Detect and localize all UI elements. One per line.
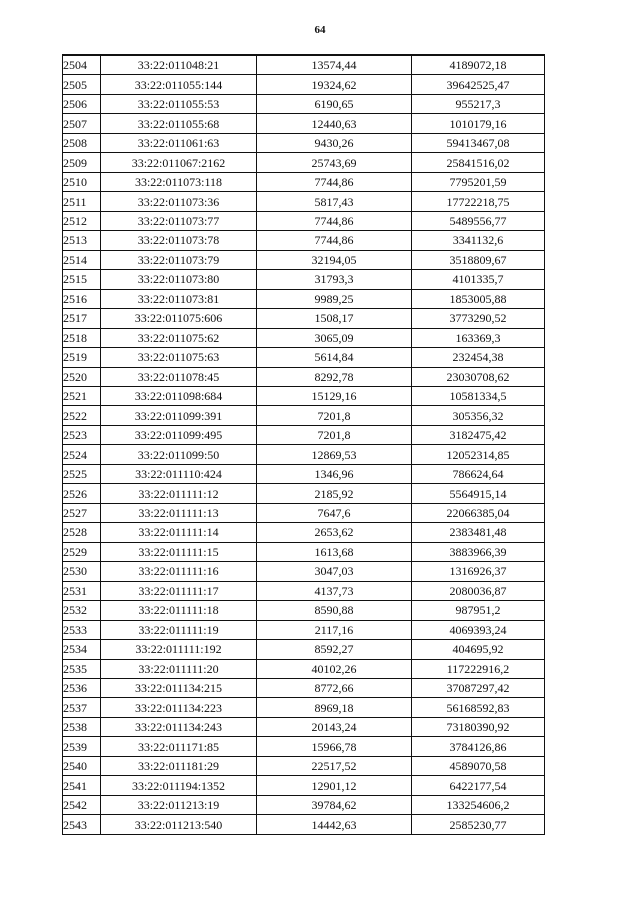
table-row (63, 737, 545, 756)
table-row (63, 133, 545, 152)
row-number-cell: 2518 (63, 328, 101, 347)
cadastral-value-cell: 1316926,37 (412, 562, 545, 581)
area-cell: 22517,52 (257, 756, 412, 775)
area-cell: 13574,44 (257, 55, 412, 75)
row-number-cell: 2510 (63, 172, 101, 191)
cadastral-value-cell: 1853005,88 (412, 289, 545, 308)
table-row (63, 55, 545, 75)
cadastral-number-cell: 33:22:011048:21 (101, 55, 257, 75)
area-cell: 14442,63 (257, 815, 412, 834)
cadastral-number-cell: 33:22:011073:80 (101, 270, 257, 289)
table-row (63, 94, 545, 113)
cadastral-value-cell: 22066385,04 (412, 503, 545, 522)
cadastral-number-cell: 33:22:011067:2162 (101, 153, 257, 172)
cadastral-value-cell: 39642525,47 (412, 75, 545, 94)
table-row (63, 425, 545, 444)
row-number-cell: 2521 (63, 386, 101, 405)
row-number-cell: 2532 (63, 601, 101, 620)
area-cell: 15129,16 (257, 386, 412, 405)
cadastral-number-cell: 33:22:011134:223 (101, 698, 257, 717)
row-number-cell: 2538 (63, 717, 101, 736)
row-number-cell: 2512 (63, 211, 101, 230)
cadastral-value-cell: 786624,64 (412, 464, 545, 483)
area-cell: 31793,3 (257, 270, 412, 289)
cadastral-number-cell: 33:22:011213:540 (101, 815, 257, 834)
cadastral-value-cell: 955217,3 (412, 94, 545, 113)
cadastral-value-cell: 5489556,77 (412, 211, 545, 230)
area-cell: 4137,73 (257, 581, 412, 600)
cadastral-number-cell: 33:22:011111:192 (101, 640, 257, 659)
cadastral-number-cell: 33:22:011055:68 (101, 114, 257, 133)
row-number-cell: 2514 (63, 250, 101, 269)
row-number-cell: 2520 (63, 367, 101, 386)
area-cell: 8590,88 (257, 601, 412, 620)
cadastral-number-cell: 33:22:011111:17 (101, 581, 257, 600)
area-cell: 5614,84 (257, 348, 412, 367)
area-cell: 5817,43 (257, 192, 412, 211)
cadastral-value-cell: 163369,3 (412, 328, 545, 347)
cadastral-number-cell: 33:22:011111:14 (101, 523, 257, 542)
area-cell: 2653,62 (257, 523, 412, 542)
cadastral-number-cell: 33:22:011111:13 (101, 503, 257, 522)
row-number-cell: 2531 (63, 581, 101, 600)
row-number-cell: 2530 (63, 562, 101, 581)
area-cell: 12869,53 (257, 445, 412, 464)
cadastral-number-cell: 33:22:011111:16 (101, 562, 257, 581)
table-row (63, 270, 545, 289)
cadastral-value-cell: 117222916,2 (412, 659, 545, 678)
cadastral-value-cell: 2080036,87 (412, 581, 545, 600)
cadastral-number-cell: 33:22:011134:243 (101, 717, 257, 736)
cadastral-number-cell: 33:22:011099:495 (101, 425, 257, 444)
row-number-cell: 2511 (63, 192, 101, 211)
cadastral-value-cell: 12052314,85 (412, 445, 545, 464)
area-cell: 2185,92 (257, 484, 412, 503)
cadastral-value-cell: 2383481,48 (412, 523, 545, 542)
area-cell: 20143,24 (257, 717, 412, 736)
table-row (63, 562, 545, 581)
area-cell: 39784,62 (257, 795, 412, 814)
area-cell: 2117,16 (257, 620, 412, 639)
cadastral-value-cell: 4101335,7 (412, 270, 545, 289)
row-number-cell: 2506 (63, 94, 101, 113)
area-cell: 25743,69 (257, 153, 412, 172)
area-cell: 3047,03 (257, 562, 412, 581)
cadastral-number-cell: 33:22:011134:215 (101, 679, 257, 698)
area-cell: 3065,09 (257, 328, 412, 347)
cadastral-value-cell: 73180390,92 (412, 717, 545, 736)
row-number-cell: 2525 (63, 464, 101, 483)
table-row (63, 815, 545, 834)
area-cell: 7744,86 (257, 172, 412, 191)
row-number-cell: 2543 (63, 815, 101, 834)
cadastral-number-cell: 33:22:011078:45 (101, 367, 257, 386)
table-row (63, 601, 545, 620)
cadastral-value-cell: 3341132,6 (412, 231, 545, 250)
table-row (63, 581, 545, 600)
cadastral-number-cell: 33:22:011073:81 (101, 289, 257, 308)
area-cell: 7201,8 (257, 406, 412, 425)
table-row (63, 756, 545, 775)
table-row (63, 153, 545, 172)
table-row (63, 484, 545, 503)
row-number-cell: 2540 (63, 756, 101, 775)
row-number-cell: 2504 (63, 55, 101, 75)
cadastral-value-cell: 3182475,42 (412, 425, 545, 444)
table-body (63, 55, 545, 834)
cadastral-number-cell: 33:22:011111:15 (101, 542, 257, 561)
table-row (63, 445, 545, 464)
table-row (63, 776, 545, 795)
row-number-cell: 2519 (63, 348, 101, 367)
cadastral-number-cell: 33:22:011073:118 (101, 172, 257, 191)
row-number-cell: 2528 (63, 523, 101, 542)
cadastral-number-cell: 33:22:011111:18 (101, 601, 257, 620)
table-row (63, 348, 545, 367)
cadastral-value-cell: 3883966,39 (412, 542, 545, 561)
row-number-cell: 2522 (63, 406, 101, 425)
cadastral-value-cell: 1010179,16 (412, 114, 545, 133)
cadastral-value-cell: 7795201,59 (412, 172, 545, 191)
row-number-cell: 2527 (63, 503, 101, 522)
row-number-cell: 2541 (63, 776, 101, 795)
row-number-cell: 2523 (63, 425, 101, 444)
cadastral-number-cell: 33:22:011073:36 (101, 192, 257, 211)
page-number: 64 (314, 24, 326, 36)
table-row (63, 464, 545, 483)
area-cell: 9989,25 (257, 289, 412, 308)
table-row (63, 328, 545, 347)
cadastral-number-cell: 33:22:011171:85 (101, 737, 257, 756)
row-number-cell: 2505 (63, 75, 101, 94)
row-number-cell: 2533 (63, 620, 101, 639)
area-cell: 1346,96 (257, 464, 412, 483)
cadastral-value-cell: 10581334,5 (412, 386, 545, 405)
cadastral-value-cell: 56168592,83 (412, 698, 545, 717)
area-cell: 7744,86 (257, 231, 412, 250)
table-row (63, 620, 545, 639)
row-number-cell: 2529 (63, 542, 101, 561)
table-row (63, 640, 545, 659)
area-cell: 8772,66 (257, 679, 412, 698)
cadastral-number-cell: 33:22:011099:391 (101, 406, 257, 425)
cadastral-value-cell: 987951,2 (412, 601, 545, 620)
cadastral-number-cell: 33:22:011213:19 (101, 795, 257, 814)
cadastral-number-cell: 33:22:011055:144 (101, 75, 257, 94)
cadastral-value-cell: 305356,32 (412, 406, 545, 425)
table-row (63, 679, 545, 698)
row-number-cell: 2508 (63, 133, 101, 152)
table-row (63, 114, 545, 133)
area-cell: 8969,18 (257, 698, 412, 717)
cadastral-number-cell: 33:22:011073:77 (101, 211, 257, 230)
cadastral-number-cell: 33:22:011073:79 (101, 250, 257, 269)
cadastral-number-cell: 33:22:011111:20 (101, 659, 257, 678)
cadastral-value-cell: 37087297,42 (412, 679, 545, 698)
cadastral-number-cell: 33:22:011111:19 (101, 620, 257, 639)
area-cell: 1613,68 (257, 542, 412, 561)
area-cell: 12440,63 (257, 114, 412, 133)
table-row (63, 795, 545, 814)
table-row (63, 172, 545, 191)
area-cell: 7744,86 (257, 211, 412, 230)
row-number-cell: 2539 (63, 737, 101, 756)
area-cell: 32194,05 (257, 250, 412, 269)
cadastral-value-cell: 2585230,77 (412, 815, 545, 834)
cadastral-value-cell: 5564915,14 (412, 484, 545, 503)
cadastral-number-cell: 33:22:011073:78 (101, 231, 257, 250)
table-row (63, 192, 545, 211)
area-cell: 8292,78 (257, 367, 412, 386)
table-row (63, 289, 545, 308)
area-cell: 12901,12 (257, 776, 412, 795)
cadastral-number-cell: 33:22:011110:424 (101, 464, 257, 483)
table-row (63, 231, 545, 250)
table-row (63, 75, 545, 94)
cadastral-number-cell: 33:22:011061:63 (101, 133, 257, 152)
table-row (63, 698, 545, 717)
cadastral-number-cell: 33:22:011055:53 (101, 94, 257, 113)
row-number-cell: 2535 (63, 659, 101, 678)
row-number-cell: 2542 (63, 795, 101, 814)
table-row (63, 542, 545, 561)
area-cell: 40102,26 (257, 659, 412, 678)
cadastral-value-cell: 4189072,18 (412, 55, 545, 75)
cadastral-value-cell: 6422177,54 (412, 776, 545, 795)
table-row (63, 659, 545, 678)
cadastral-number-cell: 33:22:011075:606 (101, 309, 257, 328)
cadastral-value-cell: 59413467,08 (412, 133, 545, 152)
cadastral-number-cell: 33:22:011181:29 (101, 756, 257, 775)
row-number-cell: 2536 (63, 679, 101, 698)
row-number-cell: 2515 (63, 270, 101, 289)
cadastral-value-table (62, 54, 545, 835)
area-cell: 9430,26 (257, 133, 412, 152)
cadastral-value-cell: 3784126,86 (412, 737, 545, 756)
cadastral-number-cell: 33:22:011194:1352 (101, 776, 257, 795)
table-row (63, 503, 545, 522)
table-row (63, 717, 545, 736)
cadastral-value-cell: 404695,92 (412, 640, 545, 659)
area-cell: 1508,17 (257, 309, 412, 328)
row-number-cell: 2524 (63, 445, 101, 464)
cadastral-value-cell: 23030708,62 (412, 367, 545, 386)
area-cell: 15966,78 (257, 737, 412, 756)
cadastral-value-cell: 3773290,52 (412, 309, 545, 328)
table-row (63, 250, 545, 269)
area-cell: 8592,27 (257, 640, 412, 659)
cadastral-value-cell: 4589070,58 (412, 756, 545, 775)
cadastral-value-cell: 3518809,67 (412, 250, 545, 269)
row-number-cell: 2513 (63, 231, 101, 250)
row-number-cell: 2537 (63, 698, 101, 717)
table-row (63, 406, 545, 425)
cadastral-value-cell: 232454,38 (412, 348, 545, 367)
cadastral-value-cell: 17722218,75 (412, 192, 545, 211)
table-row (63, 309, 545, 328)
table-row (63, 211, 545, 230)
table-row (63, 523, 545, 542)
cadastral-number-cell: 33:22:011111:12 (101, 484, 257, 503)
area-cell: 19324,62 (257, 75, 412, 94)
cadastral-value-cell: 4069393,24 (412, 620, 545, 639)
row-number-cell: 2534 (63, 640, 101, 659)
area-cell: 7647,6 (257, 503, 412, 522)
table-row (63, 367, 545, 386)
cadastral-number-cell: 33:22:011098:684 (101, 386, 257, 405)
cadastral-number-cell: 33:22:011075:62 (101, 328, 257, 347)
cadastral-number-cell: 33:22:011075:63 (101, 348, 257, 367)
area-cell: 7201,8 (257, 425, 412, 444)
area-cell: 6190,65 (257, 94, 412, 113)
cadastral-number-cell: 33:22:011099:50 (101, 445, 257, 464)
cadastral-value-cell: 25841516,02 (412, 153, 545, 172)
row-number-cell: 2526 (63, 484, 101, 503)
table-row (63, 386, 545, 405)
row-number-cell: 2517 (63, 309, 101, 328)
row-number-cell: 2516 (63, 289, 101, 308)
cadastral-value-cell: 133254606,2 (412, 795, 545, 814)
row-number-cell: 2507 (63, 114, 101, 133)
row-number-cell: 2509 (63, 153, 101, 172)
